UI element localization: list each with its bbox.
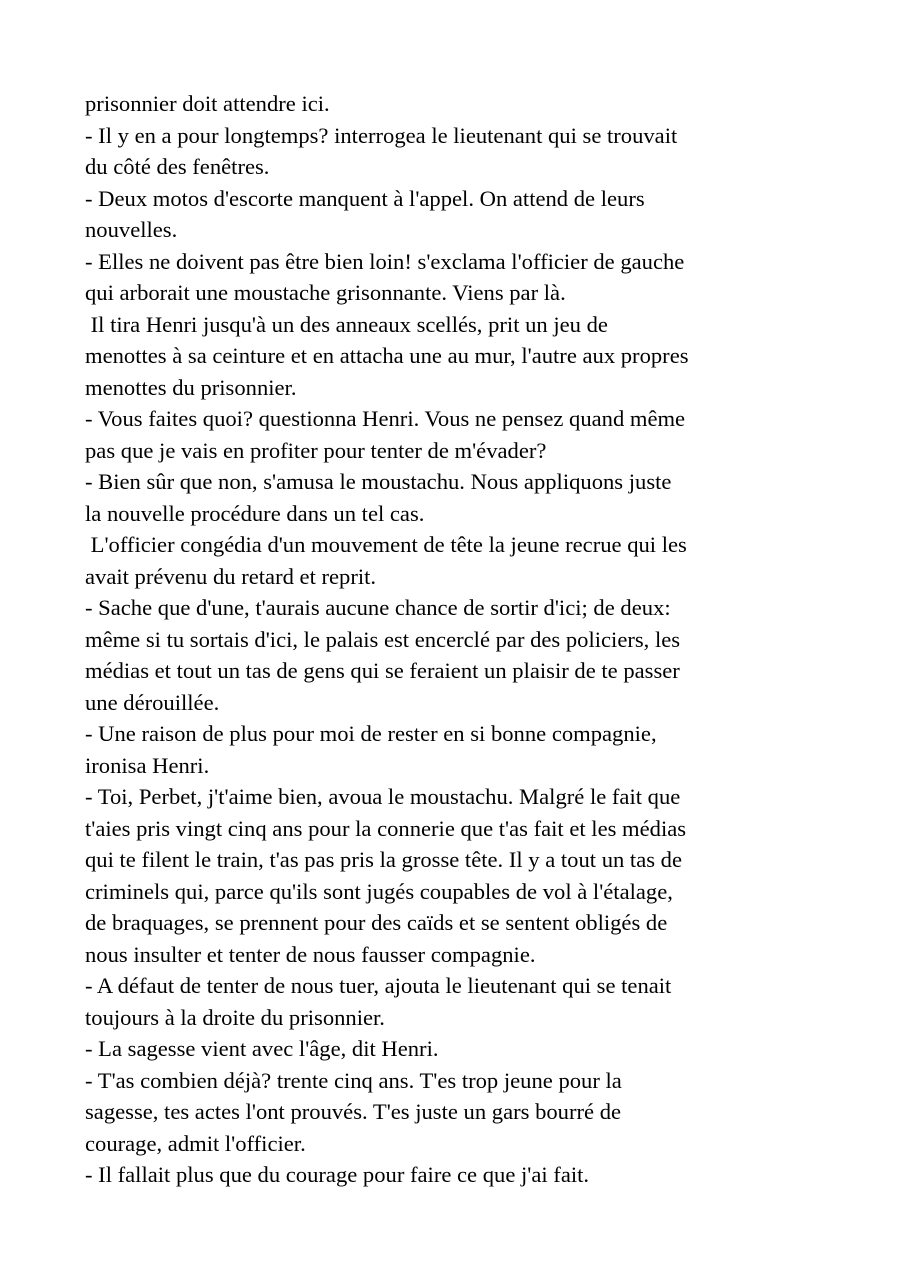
text-line: t'aies pris vingt cinq ans pour la connerie que t'as fait et les médias [85,815,687,841]
text-line: - Bien sûr que non, s'amusa le moustachu. Nous appliquons juste [85,469,672,494]
text-line: criminels qui, parce qu'ils sont jugés coupables de vol à l'étalage, [85,878,673,904]
text-line: prisonnier doit attendre ici. [85,91,330,116]
text-line: sagesse, tes actes l'ont prouvés. T'es juste un gars bourré de [85,1099,622,1124]
text-line: - Sache que d'une, t'aurais aucune chance de sortir d'ici; de deux: [85,595,671,620]
text-line: pas que je vais en profiter pour tenter de m'évader? [85,437,547,463]
text-line: - Une raison de plus pour moi de rester en si bonne compagnie, [85,721,657,746]
text-line: menottes à sa ceinture et en attacha une au mur, l'autre aux propres [85,343,689,368]
text-line: - Il fallait plus que du courage pour faire ce que j'ai fait. [85,1162,590,1187]
text-line: - Il y en a pour longtemps? interrogea le lieutenant qui se trouvait [85,122,678,148]
text-line: même si tu sortais d'ici, le palais est encerclé par des policiers, les [85,626,681,652]
text-line: - La sagesse vient avec l'âge, dit Henri. [85,1036,439,1061]
text-line: toujours à la droite du prisonnier. [85,1004,385,1030]
text-line: - Elles ne doivent pas être bien loin! s'exclama l'officier de gauche [85,248,685,274]
text-line: courage, admit l'officier. [85,1130,306,1156]
text-line: menottes du prisonnier. [85,374,297,400]
text-line: qui te filent le train, t'as pas pris la grosse tête. Il y a tout un tas de [85,847,683,872]
text-line: nouvelles. [85,217,178,242]
text-line: qui arborait une moustache grisonnante. Viens par là. [85,280,566,305]
text-line: - Toi, Perbet, j't'aime bien, avoua le moustachu. Malgré le fait que [85,784,681,809]
text-line: ironisa Henri. [85,752,210,778]
text-line: de braquages, se prennent pour des caïds et se sentent obligés de [85,910,668,935]
text-line: - T'as combien déjà? trente cinq ans. T'es trop jeune pour la [85,1067,622,1093]
body-text-column [85,88,825,1191]
text-line: - Vous faites quoi? questionna Henri. Vous ne pensez quand même [85,406,686,431]
text-line: du côté des fenêtres. [85,154,270,179]
text-line: une dérouillée. [85,689,220,715]
text-line: - Deux motos d'escorte manquent à l'appel. On attend de leurs [85,185,645,211]
text-line: médias et tout un tas de gens qui se feraient un plaisir de te passer [85,658,680,683]
text-line: - A défaut de tenter de nous tuer, ajouta le lieutenant qui se tenait [85,973,672,998]
text-line: L'officier congédia d'un mouvement de tête la jeune recrue qui les [85,532,687,557]
text-line: avait prévenu du retard et reprit. [85,563,377,589]
text-line: Il tira Henri jusqu'à un des anneaux scellés, prit un jeu de [85,311,608,337]
text-line: nous insulter et tenter de nous fausser compagnie. [85,941,536,967]
text-line: la nouvelle procédure dans un tel cas. [85,500,425,526]
